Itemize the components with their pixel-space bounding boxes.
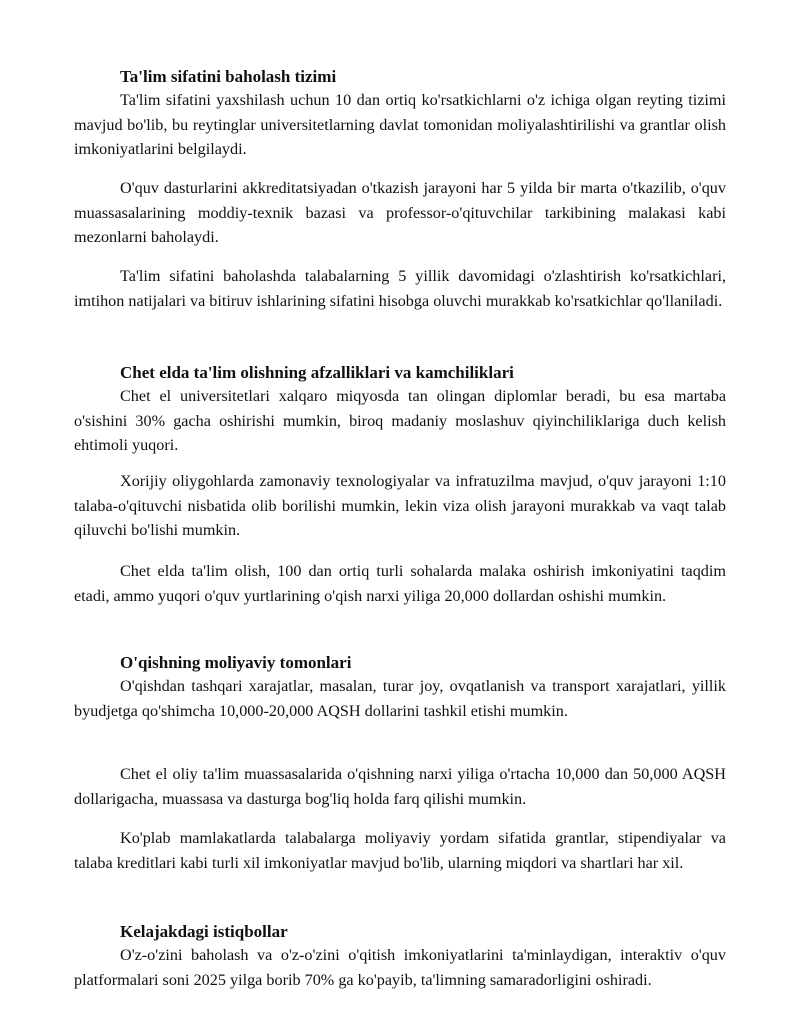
paragraph: O'quv dasturlarini akkreditatsiyadan o'tkazish jarayoni har 5 yilda bir marta o'tkazilib, o'quv muassasalarining moddiy-texnik bazasi va professor-o'qituvchilar tarkibining malakasi kabi mezonlarni baholaydi. bbox=[74, 179, 726, 246]
section-assessment-p3 bbox=[74, 264, 726, 313]
paragraph: O'z-o'zini baholash va o'z-o'zini o'qitish imkoniyatlarini ta'minlaydigan, interaktiv o'quv platformalari soni 2025 yilga borib 70% ga ko'payib, ta'limning samaradorligini oshiradi. bbox=[74, 946, 726, 989]
paragraph: Ta'lim sifatini baholashda talabalarning 5 yillik davomidagi o'zlashtirish ko'rsatkichlari, imtihon natijalari va bitiruv ishlarining sifatini hisobga oluvchi murakkab ko'rsatkichlar qo'llaniladi. bbox=[74, 267, 726, 310]
section-finance-p2 bbox=[74, 762, 726, 811]
section-abroad-p2 bbox=[74, 469, 726, 543]
section-finance bbox=[74, 652, 726, 723]
section-assessment bbox=[74, 66, 726, 162]
section-heading: Kelajakdagi istiqbollar bbox=[120, 922, 288, 941]
paragraph: Chet el oliy ta'lim muassasalarida o'qishning narxi yiliga o'rtacha 10,000 dan 50,000 AQSH dollarigacha, muassasa va dasturga bog'liq holda farq qilishi mumkin. bbox=[74, 765, 726, 808]
section-heading: Chet elda ta'lim olishning afzalliklari va kamchiliklari bbox=[120, 363, 514, 382]
paragraph: Xorijiy oliygohlarda zamonaviy texnologiyalar va infratuzilma mavjud, o'quv jarayoni 1:10 talaba-o'qituvchi nisbatida olib borilishi mumkin, lekin viza olish jarayoni murakkab va vaqt talab qiluvchi bo'lishi mumkin. bbox=[74, 472, 726, 539]
paragraph: O'qishdan tashqari xarajatlar, masalan, turar joy, ovqatlanish va transport xarajatlari, yillik byudjetga qo'shimcha 10,000-20,000 AQSH dollarini tashkil etishi mumkin. bbox=[74, 677, 726, 720]
section-heading: Ta'lim sifatini baholash tizimi bbox=[120, 67, 337, 86]
section-assessment-p2 bbox=[74, 176, 726, 250]
paragraph: Chet el universitetlari xalqaro miqyosda tan olingan diplomlar beradi, bu esa martaba o'sishini 30% gacha oshirishi mumkin, biroq madaniy moslashuv qiyinchiliklariga duch kelish ehtimoli yuqori. bbox=[74, 387, 726, 454]
section-abroad bbox=[74, 362, 726, 458]
paragraph: Ko'plab mamlakatlarda talabalarga moliyaviy yordam sifatida grantlar, stipendiyalar va talaba kreditlari kabi turli xil imkoniyatlar mavjud bo'lib, ularning miqdori va shartlari har xil. bbox=[74, 829, 726, 872]
section-abroad-p3 bbox=[74, 559, 726, 608]
section-future bbox=[74, 921, 726, 992]
section-heading: O'qishning moliyaviy tomonlari bbox=[120, 653, 352, 672]
paragraph: Chet elda ta'lim olish, 100 dan ortiq turli sohalarda malaka oshirish imkoniyatini taqdim etadi, ammo yuqori o'quv yurtlarining o'qish narxi yiliga 20,000 dollardan oshishi mumkin. bbox=[74, 562, 726, 605]
paragraph: Ta'lim sifatini yaxshilash uchun 10 dan ortiq ko'rsatkichlarni o'z ichiga olgan reyting tizimi mavjud bo'lib, bu reytinglar universitetlarning davlat tomonidan moliyalashtirilishi va grantlar olish imkoniyatlarini belgilaydi. bbox=[74, 91, 726, 158]
section-finance-p3 bbox=[74, 826, 726, 875]
